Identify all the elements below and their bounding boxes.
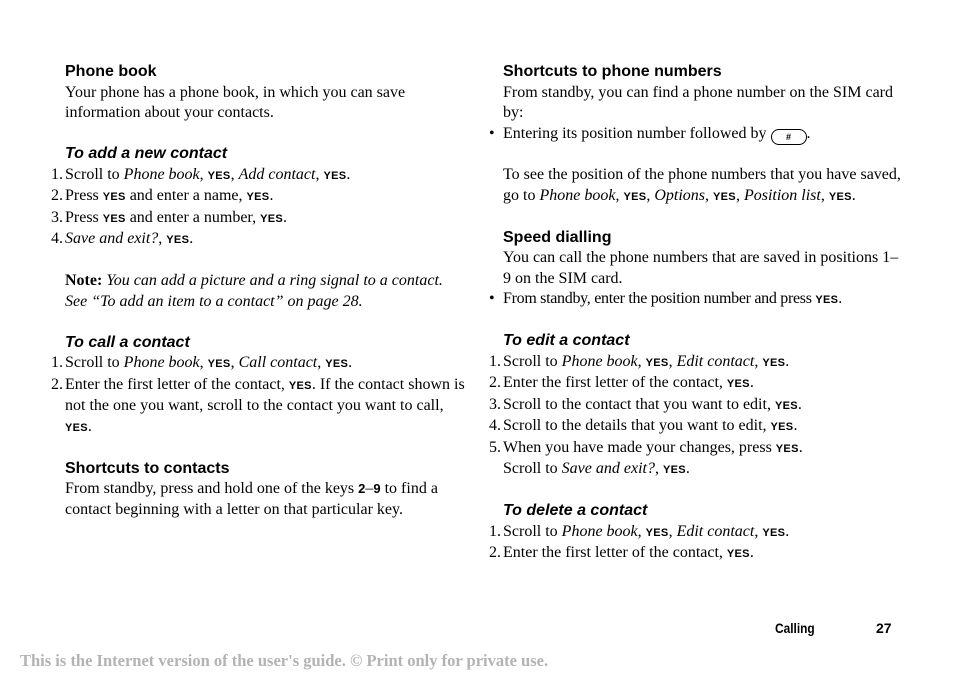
step-item: 4. Scroll to the details that you want to edit, YES. (489, 417, 798, 434)
yes-key: YES (207, 358, 231, 370)
hash-key-icon: # (771, 129, 807, 145)
yes-key: YES (246, 191, 270, 203)
yes-key: YES (207, 169, 231, 182)
phonebook-heading: Phone book (65, 63, 157, 80)
phonebook-intro: Your phone has a phone book, in which you can save information about your contacts. (65, 83, 406, 121)
speed-dialling-list (489, 289, 903, 311)
left-column (51, 62, 465, 520)
yes-key: YES (325, 358, 349, 370)
yes-key: YES (726, 548, 750, 560)
step-item: 2. Enter the first letter of the contact, YES. (489, 544, 754, 561)
edit-contact-heading: To edit a contact (503, 332, 630, 349)
shortcuts-numbers-intro: From standby, you can find a phone number on the SIM card by: (503, 83, 893, 121)
step-item: 2. Press YES and enter a name, YES. (51, 187, 274, 204)
yes-key: YES (662, 464, 686, 476)
note-paragraph (65, 271, 465, 312)
step-item: 5. When you have made your changes, press YES. Scroll to Save and exit?, YES. (489, 438, 803, 477)
step-item: 2. Enter the first letter of the contact, YES. (489, 374, 754, 391)
page-number: 27 (876, 620, 892, 636)
delete-contact-steps (489, 522, 903, 565)
yes-key: YES (762, 356, 786, 369)
yes-key: YES (65, 421, 88, 434)
step-item: 3. Press YES and enter a number, YES. (51, 208, 288, 226)
step-item: 3. Scroll to the contact that you want to edit, YES. (489, 395, 802, 413)
note-label: Note: (65, 272, 103, 289)
yes-key: YES (726, 378, 750, 390)
step-item: 1. Scroll to Phone book, YES, Call contact, YES. (51, 354, 353, 371)
note-text: You can add a picture and a ring signal to a contact. See “To add an item to a contact” on page 28. (65, 272, 443, 310)
yes-key: YES (166, 234, 190, 246)
step-item: 1. Scroll to Phone book, YES, Add contact, YES. (51, 165, 351, 183)
speed-dialling-intro: You can call the phone numbers that are saved in positions 1–9 on the SIM card. (503, 249, 899, 287)
step-item: 1. Scroll to Phone book, YES, Edit contact, YES. (489, 522, 790, 540)
yes-key: YES (713, 190, 736, 203)
yes-key: YES (762, 526, 786, 539)
yes-key: YES (770, 421, 794, 433)
shortcuts-contacts-heading: Shortcuts to contacts (65, 459, 230, 477)
add-contact-heading: To add a new contact (65, 145, 228, 162)
step-item: 1. Scroll to Phone book, YES, Edit contact, YES. (489, 352, 790, 370)
delete-contact-heading: To delete a contact (503, 502, 648, 519)
key-2: 2 (358, 481, 366, 496)
call-contact-steps (51, 353, 465, 438)
list-item: • From standby, enter the position number and press YES. (489, 290, 842, 307)
yes-key: YES (102, 212, 126, 225)
footer-disclaimer: This is the Internet version of the user's guide. © Print only for private use. (20, 651, 549, 670)
right-column (489, 62, 903, 565)
add-contact-steps (51, 165, 465, 251)
key-9: 9 (373, 481, 381, 496)
step-item: 2. Enter the first letter of the contact, YES. If the contact shown is not the one you want, scroll to the contact you want to call, YES. (51, 375, 465, 435)
yes-key: YES (102, 191, 126, 203)
yes-key: YES (288, 379, 312, 392)
call-contact-heading: To call a contact (65, 333, 190, 351)
yes-key: YES (828, 190, 852, 203)
yes-key: YES (645, 526, 669, 539)
yes-key: YES (260, 212, 284, 225)
yes-key: YES (775, 442, 799, 455)
shortcuts-numbers-heading: Shortcuts to phone numbers (503, 63, 722, 80)
shortcuts-contacts-text: From standby, press and hold one of the keys 2–9 to find a contact beginning with a letter on that particular key. (65, 480, 438, 518)
speed-dialling-heading: Speed dialling (503, 228, 612, 246)
yes-key: YES (645, 356, 669, 369)
footer-section-title: Calling (775, 620, 815, 636)
list-item: • Entering its position number followed by # . (503, 124, 903, 145)
yes-key: YES (815, 294, 839, 306)
yes-key: YES (774, 399, 798, 412)
shortcuts-numbers-list (489, 124, 903, 145)
yes-key: YES (323, 169, 347, 182)
edit-contact-steps (489, 352, 903, 481)
step-item: 4. Save and exit?, YES. (51, 230, 194, 247)
position-list-paragraph: To see the position of the phone numbers that you have saved, go to Phone book, YES, Options, YES, Position list, YES. (503, 166, 901, 204)
yes-key: YES (623, 190, 647, 203)
